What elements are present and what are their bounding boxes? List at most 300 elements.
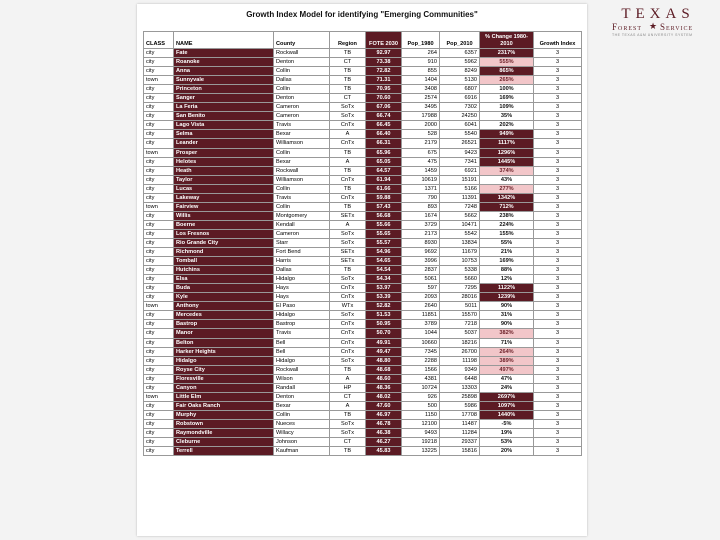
cell-region: CnTx — [330, 347, 366, 356]
cell-growth-index: 3 — [534, 293, 582, 302]
cell-class: city — [144, 383, 174, 392]
cell-pop-1980: 1371 — [402, 184, 440, 193]
cell-class: city — [144, 238, 174, 247]
header-county: County — [274, 32, 330, 49]
cell-growth-index: 3 — [534, 166, 582, 175]
cell-growth-index: 3 — [534, 103, 582, 112]
cell-fote: 66.31 — [366, 139, 402, 148]
cell-pct-change: 2317% — [480, 49, 534, 58]
cell-name: Floresville — [174, 374, 274, 383]
cell-name: La Feria — [174, 103, 274, 112]
cell-pct-change: 497% — [480, 365, 534, 374]
cell-county: Cameron — [274, 103, 330, 112]
table-header-row — [144, 32, 582, 49]
cell-pop-2010: 17708 — [440, 410, 480, 419]
table-row — [144, 220, 582, 229]
cell-pop-1980: 528 — [402, 130, 440, 139]
header-pop-2010: Pop_2010 — [440, 32, 480, 49]
cell-class: city — [144, 248, 174, 257]
cell-pop-1980: 2288 — [402, 356, 440, 365]
cell-pop-1980: 264 — [402, 49, 440, 58]
cell-name: Murphy — [174, 410, 274, 419]
cell-fote: 70.95 — [366, 85, 402, 94]
cell-name: Harker Heights — [174, 347, 274, 356]
cell-name: Manor — [174, 329, 274, 338]
cell-pct-change: 1342% — [480, 193, 534, 202]
cell-region: A — [330, 401, 366, 410]
cell-pop-2010: 18216 — [440, 338, 480, 347]
cell-growth-index: 3 — [534, 392, 582, 401]
cell-region: SoTx — [330, 356, 366, 365]
table-row — [144, 139, 582, 148]
cell-county: Dallas — [274, 76, 330, 85]
cell-name: Selma — [174, 130, 274, 139]
cell-pct-change: 169% — [480, 257, 534, 266]
cell-county: Hays — [274, 293, 330, 302]
header-fote: FOTE 2030 — [366, 32, 402, 49]
cell-pct-change: 31% — [480, 311, 534, 320]
cell-county: Wilson — [274, 374, 330, 383]
cell-growth-index: 3 — [534, 202, 582, 211]
cell-county: Rockwall — [274, 49, 330, 58]
cell-growth-index: 3 — [534, 76, 582, 85]
cell-county: Starr — [274, 238, 330, 247]
cell-growth-index: 3 — [534, 248, 582, 257]
cell-county: Hidalgo — [274, 275, 330, 284]
cell-class: town — [144, 392, 174, 401]
cell-fote: 46.97 — [366, 410, 402, 419]
cell-pct-change: 1122% — [480, 284, 534, 293]
cell-region: SoTx — [330, 311, 366, 320]
cell-pop-2010: 9423 — [440, 148, 480, 157]
cell-pct-change: 88% — [480, 266, 534, 275]
cell-pop-1980: 2574 — [402, 94, 440, 103]
cell-fote: 55.65 — [366, 229, 402, 238]
cell-county: Bexar — [274, 157, 330, 166]
table-row — [144, 229, 582, 238]
cell-fote: 51.53 — [366, 311, 402, 320]
cell-class: city — [144, 365, 174, 374]
cell-pop-2010: 24250 — [440, 112, 480, 121]
cell-pct-change: 24% — [480, 383, 534, 392]
cell-name: Royse City — [174, 365, 274, 374]
cell-name: Willis — [174, 211, 274, 220]
cell-region: SoTx — [330, 428, 366, 437]
cell-county: Kendall — [274, 220, 330, 229]
growth-index-table — [143, 31, 582, 456]
cell-pct-change: 555% — [480, 58, 534, 67]
cell-class: city — [144, 229, 174, 238]
cell-pop-1980: 2173 — [402, 229, 440, 238]
cell-name: Fairview — [174, 202, 274, 211]
cell-fote: 65.05 — [366, 157, 402, 166]
cell-pop-1980: 597 — [402, 284, 440, 293]
table-row — [144, 121, 582, 130]
cell-growth-index: 3 — [534, 320, 582, 329]
cell-name: Cleburne — [174, 438, 274, 447]
cell-class: city — [144, 49, 174, 58]
table-row — [144, 428, 582, 437]
cell-pop-1980: 11851 — [402, 311, 440, 320]
cell-pop-1980: 19218 — [402, 438, 440, 447]
document-title: Growth Index Model for identifying "Emerging Communities" — [246, 10, 478, 19]
cell-pop-1980: 13225 — [402, 447, 440, 456]
cell-name: Buda — [174, 284, 274, 293]
cell-pct-change: 202% — [480, 121, 534, 130]
cell-name: Belton — [174, 338, 274, 347]
cell-pop-2010: 10753 — [440, 257, 480, 266]
cell-region: TB — [330, 85, 366, 94]
cell-fote: 64.57 — [366, 166, 402, 175]
header-region: Region — [330, 32, 366, 49]
cell-growth-index: 3 — [534, 374, 582, 383]
cell-pop-2010: 11284 — [440, 428, 480, 437]
cell-pop-1980: 5061 — [402, 275, 440, 284]
cell-pop-1980: 3789 — [402, 320, 440, 329]
cell-name: Little Elm — [174, 392, 274, 401]
cell-pct-change: 238% — [480, 211, 534, 220]
cell-class: town — [144, 302, 174, 311]
cell-name: Kyle — [174, 293, 274, 302]
cell-pct-change: 109% — [480, 103, 534, 112]
table-row — [144, 76, 582, 85]
cell-class: city — [144, 220, 174, 229]
cell-fote: 55.66 — [366, 220, 402, 229]
cell-fote: 57.43 — [366, 202, 402, 211]
cell-name: Mercedes — [174, 311, 274, 320]
cell-name: San Benito — [174, 112, 274, 121]
cell-pct-change: 865% — [480, 67, 534, 76]
cell-fote: 66.40 — [366, 130, 402, 139]
cell-class: city — [144, 103, 174, 112]
cell-county: Travis — [274, 329, 330, 338]
table-row — [144, 130, 582, 139]
cell-pop-2010: 6921 — [440, 166, 480, 175]
cell-fote: 46.78 — [366, 419, 402, 428]
cell-pop-2010: 7218 — [440, 320, 480, 329]
cell-name: Heath — [174, 166, 274, 175]
cell-pop-2010: 25898 — [440, 392, 480, 401]
cell-fote: 72.82 — [366, 67, 402, 76]
table-row — [144, 184, 582, 193]
cell-region: SoTx — [330, 419, 366, 428]
cell-class: city — [144, 211, 174, 220]
cell-pop-1980: 893 — [402, 202, 440, 211]
cell-pop-1980: 475 — [402, 157, 440, 166]
cell-pop-2010: 5986 — [440, 401, 480, 410]
cell-fote: 50.95 — [366, 320, 402, 329]
cell-growth-index: 3 — [534, 419, 582, 428]
table-row — [144, 419, 582, 428]
cell-region: CnTx — [330, 320, 366, 329]
cell-pct-change: -5% — [480, 419, 534, 428]
table-row — [144, 284, 582, 293]
cell-fote: 59.88 — [366, 193, 402, 202]
cell-pct-change: 389% — [480, 356, 534, 365]
cell-growth-index: 3 — [534, 67, 582, 76]
cell-county: Collin — [274, 148, 330, 157]
cell-region: CnTx — [330, 284, 366, 293]
cell-pop-2010: 6448 — [440, 374, 480, 383]
cell-pop-2010: 7302 — [440, 103, 480, 112]
cell-pop-1980: 1044 — [402, 329, 440, 338]
cell-region: A — [330, 374, 366, 383]
cell-pop-2010: 6916 — [440, 94, 480, 103]
cell-pop-2010: 13834 — [440, 238, 480, 247]
cell-pop-2010: 29337 — [440, 438, 480, 447]
cell-region: SoTx — [330, 103, 366, 112]
cell-county: Bexar — [274, 130, 330, 139]
cell-county: Hidalgo — [274, 356, 330, 365]
cell-growth-index: 3 — [534, 211, 582, 220]
cell-fote: 92.97 — [366, 49, 402, 58]
table-row — [144, 392, 582, 401]
cell-pct-change: 35% — [480, 112, 534, 121]
cell-pop-2010: 7295 — [440, 284, 480, 293]
cell-pop-2010: 5662 — [440, 211, 480, 220]
cell-growth-index: 3 — [534, 284, 582, 293]
cell-county: Dallas — [274, 266, 330, 275]
cell-name: Raymondville — [174, 428, 274, 437]
cell-pct-change: 90% — [480, 320, 534, 329]
cell-name: Fair Oaks Ranch — [174, 401, 274, 410]
cell-class: city — [144, 193, 174, 202]
table-row — [144, 148, 582, 157]
cell-growth-index: 3 — [534, 193, 582, 202]
table-row — [144, 311, 582, 320]
cell-county: Rockwall — [274, 365, 330, 374]
cell-pct-change: 1440% — [480, 410, 534, 419]
cell-pop-1980: 12100 — [402, 419, 440, 428]
cell-growth-index: 3 — [534, 401, 582, 410]
cell-name: Taylor — [174, 175, 274, 184]
table-row — [144, 58, 582, 67]
cell-pct-change: 1239% — [480, 293, 534, 302]
table-row — [144, 175, 582, 184]
cell-pop-2010: 5338 — [440, 266, 480, 275]
cell-pop-1980: 10724 — [402, 383, 440, 392]
cell-class: city — [144, 184, 174, 193]
cell-class: city — [144, 166, 174, 175]
cell-growth-index: 3 — [534, 365, 582, 374]
cell-growth-index: 3 — [534, 447, 582, 456]
cell-pct-change: 71% — [480, 338, 534, 347]
cell-class: city — [144, 320, 174, 329]
cell-fote: 71.31 — [366, 76, 402, 85]
cell-county: Nueces — [274, 419, 330, 428]
cell-county: Denton — [274, 58, 330, 67]
cell-pop-2010: 7248 — [440, 202, 480, 211]
table-row — [144, 103, 582, 112]
cell-fote: 49.47 — [366, 347, 402, 356]
cell-region: SETx — [330, 211, 366, 220]
cell-pct-change: 12% — [480, 275, 534, 284]
cell-growth-index: 3 — [534, 410, 582, 419]
logo-service-word: Service — [660, 22, 694, 32]
cell-class: city — [144, 338, 174, 347]
table-row — [144, 193, 582, 202]
cell-class: city — [144, 356, 174, 365]
table-row — [144, 157, 582, 166]
header-name: NAME — [174, 32, 274, 49]
cell-pop-1980: 9692 — [402, 248, 440, 257]
cell-growth-index: 3 — [534, 139, 582, 148]
cell-growth-index: 3 — [534, 302, 582, 311]
cell-region: TB — [330, 166, 366, 175]
cell-region: TB — [330, 148, 366, 157]
cell-class: city — [144, 401, 174, 410]
cell-pop-1980: 2000 — [402, 121, 440, 130]
cell-name: Elsa — [174, 275, 274, 284]
cell-region: CT — [330, 94, 366, 103]
cell-name: Lago Vista — [174, 121, 274, 130]
cell-pop-2010: 7341 — [440, 157, 480, 166]
cell-pop-1980: 1150 — [402, 410, 440, 419]
cell-fote: 48.68 — [366, 365, 402, 374]
cell-name: Terrell — [174, 447, 274, 456]
cell-fote: 50.70 — [366, 329, 402, 338]
cell-county: El Paso — [274, 302, 330, 311]
table-row — [144, 238, 582, 247]
cell-name: Princeton — [174, 85, 274, 94]
table-row — [144, 275, 582, 284]
cell-pct-change: 265% — [480, 76, 534, 85]
cell-growth-index: 3 — [534, 229, 582, 238]
cell-pct-change: 169% — [480, 94, 534, 103]
cell-name: Lucas — [174, 184, 274, 193]
cell-pct-change: 43% — [480, 175, 534, 184]
cell-name: Richmond — [174, 248, 274, 257]
cell-pop-1980: 10660 — [402, 338, 440, 347]
cell-growth-index: 3 — [534, 49, 582, 58]
cell-region: A — [330, 157, 366, 166]
cell-county: Collin — [274, 410, 330, 419]
cell-pop-1980: 7345 — [402, 347, 440, 356]
cell-name: Helotes — [174, 157, 274, 166]
cell-growth-index: 3 — [534, 275, 582, 284]
cell-pct-change: 19% — [480, 428, 534, 437]
cell-pct-change: 382% — [480, 329, 534, 338]
cell-county: Cameron — [274, 229, 330, 238]
cell-growth-index: 3 — [534, 85, 582, 94]
cell-pct-change: 155% — [480, 229, 534, 238]
cell-pop-2010: 26521 — [440, 139, 480, 148]
cell-pop-2010: 11391 — [440, 193, 480, 202]
cell-fote: 70.60 — [366, 94, 402, 103]
cell-growth-index: 3 — [534, 329, 582, 338]
cell-county: Collin — [274, 85, 330, 94]
cell-growth-index: 3 — [534, 438, 582, 447]
cell-pop-2010: 15570 — [440, 311, 480, 320]
cell-pop-1980: 3495 — [402, 103, 440, 112]
cell-region: TB — [330, 266, 366, 275]
table-row — [144, 166, 582, 175]
cell-fote: 45.83 — [366, 447, 402, 456]
cell-pop-1980: 9493 — [402, 428, 440, 437]
cell-pop-2010: 6807 — [440, 85, 480, 94]
cell-class: city — [144, 130, 174, 139]
cell-pct-change: 949% — [480, 130, 534, 139]
table-row — [144, 112, 582, 121]
table-row — [144, 320, 582, 329]
cell-growth-index: 3 — [534, 347, 582, 356]
table-row — [144, 85, 582, 94]
table-row — [144, 356, 582, 365]
cell-county: Randall — [274, 383, 330, 392]
cell-county: Bell — [274, 347, 330, 356]
cell-class: city — [144, 329, 174, 338]
cell-county: Hays — [274, 284, 330, 293]
cell-pop-1980: 910 — [402, 58, 440, 67]
cell-region: A — [330, 130, 366, 139]
cell-fote: 48.80 — [366, 356, 402, 365]
cell-name: Canyon — [174, 383, 274, 392]
cell-county: Kaufman — [274, 447, 330, 456]
cell-county: Bell — [274, 338, 330, 347]
table-row — [144, 94, 582, 103]
cell-name: Los Fresnos — [174, 229, 274, 238]
cell-class: city — [144, 67, 174, 76]
cell-county: Fort Bend — [274, 248, 330, 257]
cell-county: Montgomery — [274, 211, 330, 220]
cell-pct-change: 374% — [480, 166, 534, 175]
cell-pop-2010: 26700 — [440, 347, 480, 356]
cell-fote: 53.97 — [366, 284, 402, 293]
cell-growth-index: 3 — [534, 94, 582, 103]
cell-name: Anthony — [174, 302, 274, 311]
cell-region: SoTx — [330, 229, 366, 238]
cell-fote: 48.02 — [366, 392, 402, 401]
cell-region: TB — [330, 410, 366, 419]
cell-pop-2010: 5037 — [440, 329, 480, 338]
cell-name: Hidalgo — [174, 356, 274, 365]
cell-pop-1980: 2640 — [402, 302, 440, 311]
cell-pop-2010: 11487 — [440, 419, 480, 428]
table-row — [144, 383, 582, 392]
cell-class: city — [144, 284, 174, 293]
cell-pop-2010: 13303 — [440, 383, 480, 392]
cell-class: city — [144, 347, 174, 356]
table-row — [144, 401, 582, 410]
cell-region: TB — [330, 49, 366, 58]
cell-class: city — [144, 139, 174, 148]
cell-county: Williamson — [274, 139, 330, 148]
cell-pop-2010: 9349 — [440, 365, 480, 374]
cell-class: town — [144, 202, 174, 211]
cell-pop-2010: 5540 — [440, 130, 480, 139]
cell-pop-2010: 28016 — [440, 293, 480, 302]
cell-county: Collin — [274, 67, 330, 76]
cell-pop-1980: 2093 — [402, 293, 440, 302]
cell-name: Sanger — [174, 94, 274, 103]
cell-name: Robstown — [174, 419, 274, 428]
cell-pct-change: 21% — [480, 248, 534, 257]
cell-pct-change: 1296% — [480, 148, 534, 157]
table-row — [144, 266, 582, 275]
cell-name: Hutchins — [174, 266, 274, 275]
header-growth-index: Growth Index — [534, 32, 582, 49]
cell-growth-index: 3 — [534, 58, 582, 67]
cell-class: city — [144, 447, 174, 456]
cell-pop-1980: 1566 — [402, 365, 440, 374]
cell-pop-2010: 5130 — [440, 76, 480, 85]
cell-pct-change: 1445% — [480, 157, 534, 166]
header-pct-change: % Change 1980-2010 — [480, 32, 534, 49]
cell-fote: 52.82 — [366, 302, 402, 311]
header-class: CLASS — [144, 32, 174, 49]
cell-pop-1980: 500 — [402, 401, 440, 410]
table-row — [144, 67, 582, 76]
